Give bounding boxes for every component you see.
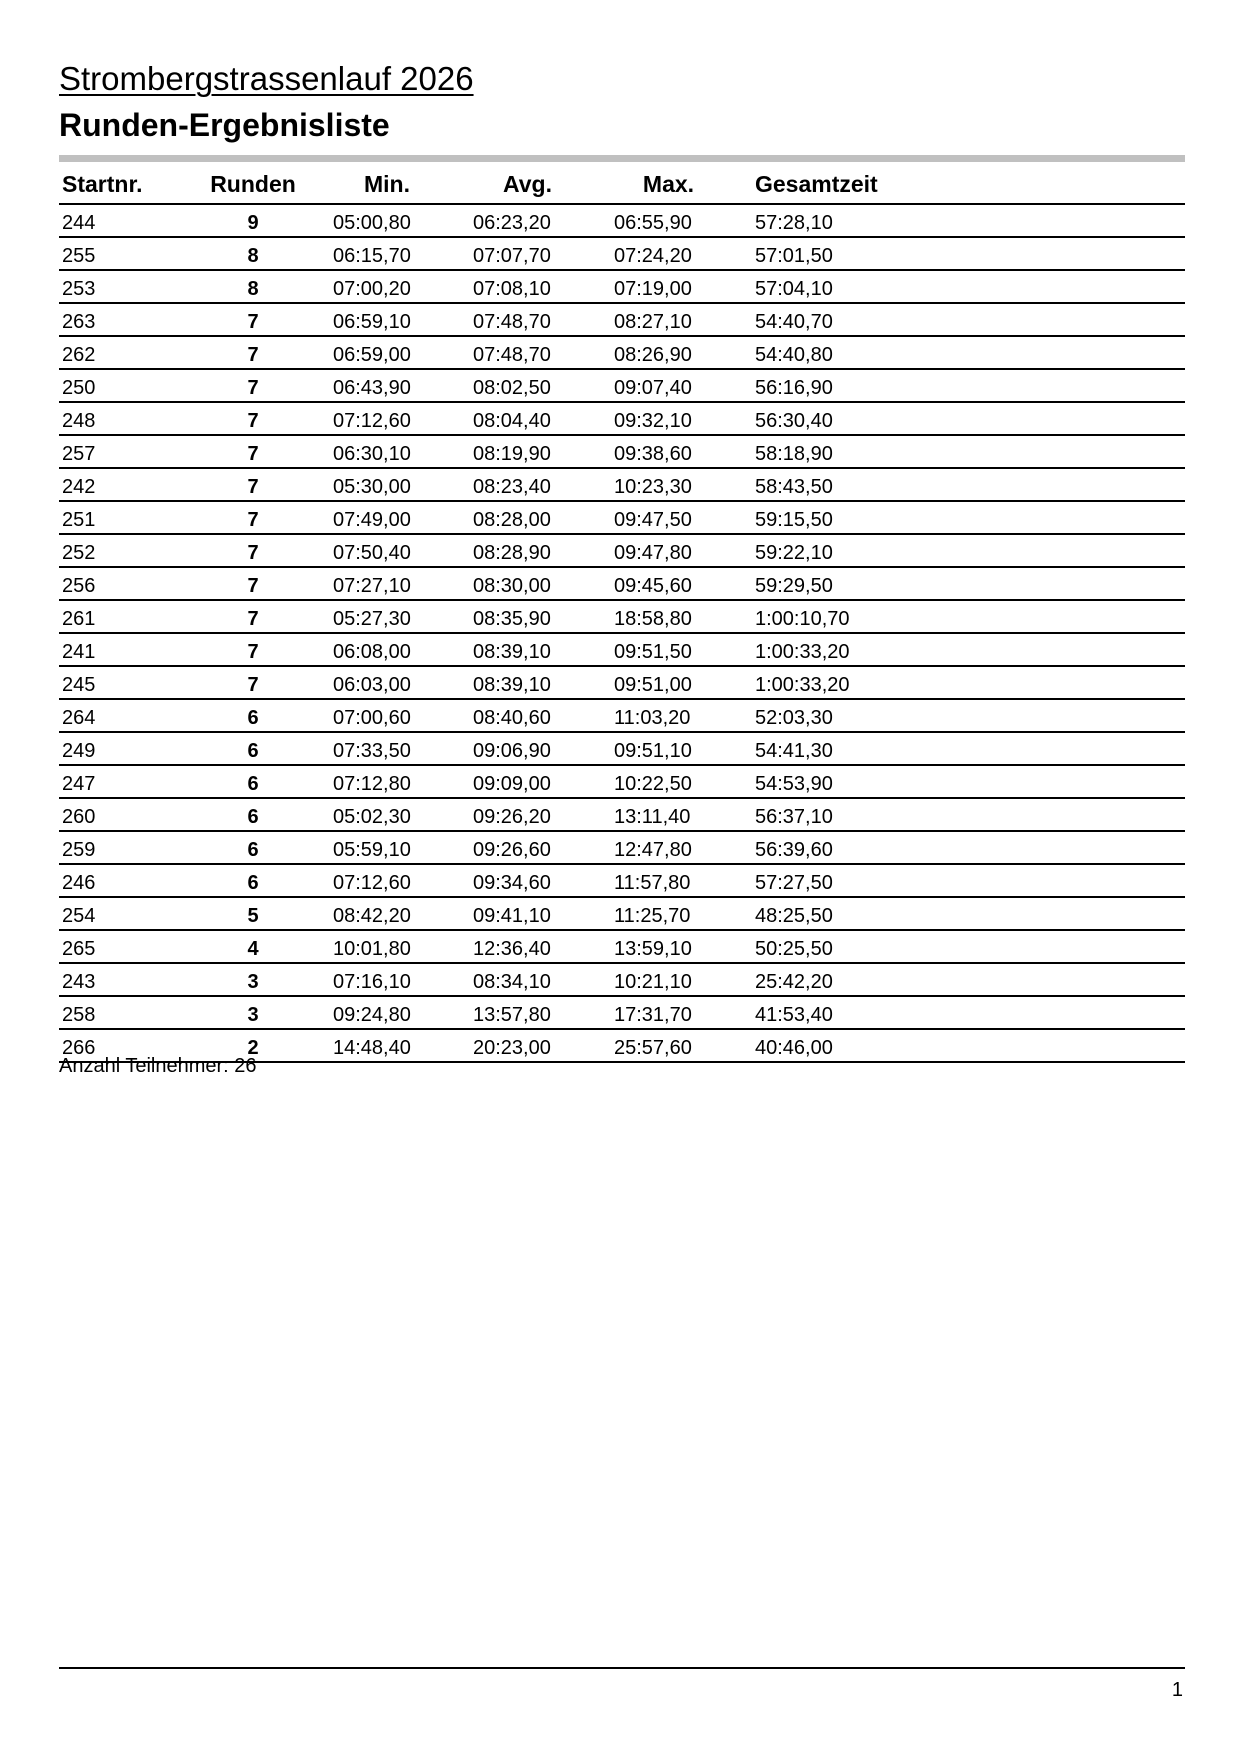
cell-avg: 12:36,40 [457,930,598,963]
cell-avg: 09:34,60 [457,864,598,897]
cell-avg: 08:39,10 [457,666,598,699]
cell-max: 11:03,20 [598,699,739,732]
column-header-gesamtzeit: Gesamtzeit [739,166,1185,204]
cell-avg: 08:23,40 [457,468,598,501]
cell-gesamtzeit: 56:16,90 [739,369,1185,402]
cell-max: 08:27,10 [598,303,739,336]
footer-divider [59,1667,1185,1669]
page-number: 1 [1171,1679,1183,1701]
cell-runden: 7 [189,567,317,600]
cell-max: 09:47,80 [598,534,739,567]
cell-gesamtzeit: 41:53,40 [739,996,1185,1029]
table-row [59,930,1185,963]
cell-runden: 2 [189,1029,317,1062]
cell-gesamtzeit: 58:18,90 [739,435,1185,468]
cell-startnr: 257 [59,435,189,468]
cell-gesamtzeit: 1:00:33,20 [739,666,1185,699]
cell-avg: 08:04,40 [457,402,598,435]
cell-gesamtzeit: 52:03,30 [739,699,1185,732]
cell-gesamtzeit: 1:00:33,20 [739,633,1185,666]
event-title: Strombergstrassenlauf 2026 [59,60,474,97]
cell-gesamtzeit: 57:28,10 [739,204,1185,237]
cell-avg: 07:08,10 [457,270,598,303]
cell-min: 07:27,10 [317,567,457,600]
cell-runden: 7 [189,501,317,534]
cell-startnr: 241 [59,633,189,666]
cell-startnr: 264 [59,699,189,732]
cell-gesamtzeit: 56:39,60 [739,831,1185,864]
cell-startnr: 247 [59,765,189,798]
table-row [59,369,1185,402]
cell-max: 11:57,80 [598,864,739,897]
table-row [59,699,1185,732]
cell-startnr: 252 [59,534,189,567]
cell-gesamtzeit: 59:29,50 [739,567,1185,600]
column-header-avg: Avg. [457,166,598,204]
cell-min: 06:03,00 [317,666,457,699]
cell-min: 07:12,60 [317,402,457,435]
cell-max: 18:58,80 [598,600,739,633]
cell-max: 13:59,10 [598,930,739,963]
cell-runden: 6 [189,864,317,897]
cell-max: 09:51,00 [598,666,739,699]
cell-startnr: 243 [59,963,189,996]
cell-runden: 7 [189,303,317,336]
cell-gesamtzeit: 59:22,10 [739,534,1185,567]
cell-startnr: 266 [59,1029,189,1062]
table-header-row [59,166,1185,204]
cell-avg: 20:23,00 [457,1029,598,1062]
table-row [59,666,1185,699]
cell-runden: 4 [189,930,317,963]
cell-min: 05:00,80 [317,204,457,237]
cell-min: 07:49,00 [317,501,457,534]
table-row [59,303,1185,336]
cell-runden: 8 [189,270,317,303]
cell-max: 09:32,10 [598,402,739,435]
cell-startnr: 265 [59,930,189,963]
table-row [59,270,1185,303]
results-table [59,166,1185,1063]
cell-runden: 6 [189,765,317,798]
cell-min: 08:42,20 [317,897,457,930]
column-header-runden: Runden [189,166,317,204]
cell-max: 07:24,20 [598,237,739,270]
cell-avg: 09:41,10 [457,897,598,930]
cell-runden: 9 [189,204,317,237]
cell-runden: 3 [189,963,317,996]
cell-startnr: 258 [59,996,189,1029]
cell-min: 07:12,80 [317,765,457,798]
cell-max: 08:26,90 [598,336,739,369]
cell-startnr: 244 [59,204,189,237]
cell-min: 07:12,60 [317,864,457,897]
cell-runden: 8 [189,237,317,270]
table-row [59,963,1185,996]
cell-gesamtzeit: 40:46,00 [739,1029,1185,1062]
cell-max: 07:19,00 [598,270,739,303]
cell-gesamtzeit: 57:01,50 [739,237,1185,270]
cell-runden: 7 [189,435,317,468]
cell-runden: 5 [189,897,317,930]
cell-gesamtzeit: 1:00:10,70 [739,600,1185,633]
results-page [59,0,1185,1753]
cell-min: 07:50,40 [317,534,457,567]
cell-avg: 07:48,70 [457,303,598,336]
cell-max: 10:23,30 [598,468,739,501]
results-body [59,204,1185,1062]
cell-avg: 08:28,90 [457,534,598,567]
table-row [59,633,1185,666]
cell-runden: 7 [189,666,317,699]
table-row [59,897,1185,930]
cell-max: 17:31,70 [598,996,739,1029]
cell-startnr: 255 [59,237,189,270]
table-row [59,567,1185,600]
cell-startnr: 256 [59,567,189,600]
cell-avg: 09:26,60 [457,831,598,864]
table-row [59,435,1185,468]
cell-startnr: 253 [59,270,189,303]
cell-avg: 08:19,90 [457,435,598,468]
cell-min: 09:24,80 [317,996,457,1029]
cell-min: 07:00,20 [317,270,457,303]
cell-gesamtzeit: 57:04,10 [739,270,1185,303]
cell-avg: 09:09,00 [457,765,598,798]
cell-gesamtzeit: 48:25,50 [739,897,1185,930]
cell-avg: 08:39,10 [457,633,598,666]
cell-avg: 08:40,60 [457,699,598,732]
cell-gesamtzeit: 56:30,40 [739,402,1185,435]
cell-avg: 13:57,80 [457,996,598,1029]
cell-avg: 06:23,20 [457,204,598,237]
cell-min: 05:59,10 [317,831,457,864]
cell-runden: 7 [189,633,317,666]
table-row [59,798,1185,831]
table-row [59,237,1185,270]
cell-startnr: 261 [59,600,189,633]
cell-min: 05:02,30 [317,798,457,831]
cell-startnr: 250 [59,369,189,402]
cell-min: 06:43,90 [317,369,457,402]
cell-startnr: 242 [59,468,189,501]
cell-avg: 09:06,90 [457,732,598,765]
cell-max: 13:11,40 [598,798,739,831]
cell-runden: 7 [189,369,317,402]
table-row [59,204,1185,237]
table-row [59,336,1185,369]
cell-min: 06:59,10 [317,303,457,336]
table-row [59,534,1185,567]
table-row [59,732,1185,765]
cell-runden: 7 [189,468,317,501]
cell-runden: 6 [189,798,317,831]
cell-avg: 09:26,20 [457,798,598,831]
cell-runden: 7 [189,600,317,633]
cell-gesamtzeit: 59:15,50 [739,501,1185,534]
cell-gesamtzeit: 50:25,50 [739,930,1185,963]
cell-max: 09:07,40 [598,369,739,402]
cell-startnr: 260 [59,798,189,831]
cell-gesamtzeit: 57:27,50 [739,864,1185,897]
cell-max: 25:57,60 [598,1029,739,1062]
table-row [59,468,1185,501]
cell-runden: 6 [189,699,317,732]
cell-gesamtzeit: 54:41,30 [739,732,1185,765]
cell-max: 09:51,10 [598,732,739,765]
cell-startnr: 248 [59,402,189,435]
table-row [59,765,1185,798]
cell-min: 06:08,00 [317,633,457,666]
cell-max: 10:22,50 [598,765,739,798]
cell-min: 10:01,80 [317,930,457,963]
table-row [59,996,1185,1029]
cell-avg: 08:28,00 [457,501,598,534]
cell-min: 14:48,40 [317,1029,457,1062]
cell-max: 09:38,60 [598,435,739,468]
cell-runden: 3 [189,996,317,1029]
cell-startnr: 259 [59,831,189,864]
cell-avg: 08:34,10 [457,963,598,996]
table-row [59,402,1185,435]
cell-gesamtzeit: 54:53,90 [739,765,1185,798]
column-header-startnr: Startnr. [59,166,189,204]
cell-min: 06:30,10 [317,435,457,468]
cell-startnr: 262 [59,336,189,369]
cell-avg: 08:30,00 [457,567,598,600]
cell-max: 09:47,50 [598,501,739,534]
cell-runden: 6 [189,732,317,765]
cell-min: 07:16,10 [317,963,457,996]
cell-min: 06:15,70 [317,237,457,270]
cell-max: 12:47,80 [598,831,739,864]
cell-min: 07:00,60 [317,699,457,732]
cell-avg: 07:07,70 [457,237,598,270]
cell-min: 05:27,30 [317,600,457,633]
cell-gesamtzeit: 54:40,70 [739,303,1185,336]
table-row [59,864,1185,897]
cell-max: 09:51,50 [598,633,739,666]
cell-min: 07:33,50 [317,732,457,765]
participant-count: Anzahl Teilnehmer: 26 [59,1055,257,1077]
cell-startnr: 249 [59,732,189,765]
cell-gesamtzeit: 25:42,20 [739,963,1185,996]
list-title: Runden-Ergebnisliste [59,107,390,143]
cell-max: 09:45,60 [598,567,739,600]
column-header-min: Min. [317,166,457,204]
cell-startnr: 254 [59,897,189,930]
cell-runden: 7 [189,534,317,567]
cell-avg: 07:48,70 [457,336,598,369]
cell-max: 11:25,70 [598,897,739,930]
cell-startnr: 246 [59,864,189,897]
cell-startnr: 245 [59,666,189,699]
cell-runden: 7 [189,402,317,435]
cell-startnr: 263 [59,303,189,336]
cell-startnr: 251 [59,501,189,534]
cell-runden: 6 [189,831,317,864]
table-row [59,831,1185,864]
cell-max: 06:55,90 [598,204,739,237]
cell-min: 06:59,00 [317,336,457,369]
header-divider [59,155,1185,162]
column-header-max: Max. [598,166,739,204]
table-row [59,501,1185,534]
cell-runden: 7 [189,336,317,369]
cell-gesamtzeit: 56:37,10 [739,798,1185,831]
cell-avg: 08:35,90 [457,600,598,633]
table-row [59,600,1185,633]
cell-gesamtzeit: 54:40,80 [739,336,1185,369]
cell-avg: 08:02,50 [457,369,598,402]
cell-min: 05:30,00 [317,468,457,501]
cell-max: 10:21,10 [598,963,739,996]
cell-gesamtzeit: 58:43,50 [739,468,1185,501]
